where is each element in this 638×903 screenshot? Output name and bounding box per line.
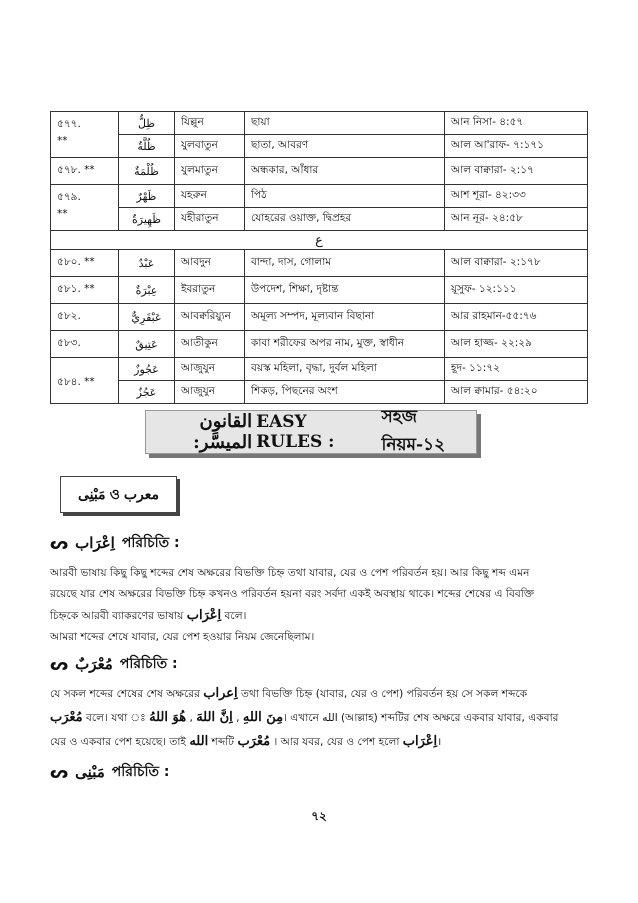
reference: য়ূসুফ- ১২:১১১: [445, 277, 588, 304]
table-separator-row: [51, 231, 588, 250]
text-run: । আর যবর, যের ও পেশ হলো: [270, 736, 403, 748]
bullet-icon: ᔕ: [50, 533, 69, 553]
pronunciation: আজুযুন: [175, 358, 245, 381]
banner-bengali-title: সহজ নিয়ম-১২: [381, 407, 446, 455]
entry-number: ৫৮২.: [51, 304, 119, 331]
pronunciation: যহরুন: [175, 185, 245, 208]
reference: আন নিসা- ৪:৫৭: [445, 112, 588, 135]
reference: আন নূর- ২৪:৫৮: [445, 208, 588, 231]
text-run: ,: [186, 712, 197, 724]
meaning: যোহরের ওয়াক্ত, দ্বিপ্রহর: [245, 208, 445, 231]
paragraph-irab: [50, 563, 590, 648]
arabic-word: عَبْقَرِيٌّ: [119, 304, 175, 331]
pronunciation: যহীরাতুন: [175, 208, 245, 231]
arabic-word: ظُلَّةٌ: [119, 135, 175, 158]
reference: আল বাক্বারা- ২:১৭: [445, 158, 588, 185]
reference: আর রাহমান-৫৫:৭৬: [445, 304, 588, 331]
pronunciation: যিল্লুন: [175, 112, 245, 135]
table-row: [51, 158, 588, 185]
section-arabic-term: مَبْنِى: [75, 763, 105, 781]
table-row: [51, 112, 588, 135]
arabic-word: عَتِيقٌ: [119, 331, 175, 358]
reference: হূদ- ১১:৭২: [445, 358, 588, 381]
meaning: অমূল্য সম্পদ, মূল্যবান বিছানা: [245, 304, 445, 331]
section-label: পরিচিতি :: [111, 764, 170, 780]
topic-conjunction: ও: [109, 486, 120, 503]
entry-number: ৫৭৯. **: [51, 185, 119, 231]
arabic-word: ظَهِيرَةٌ: [119, 208, 175, 231]
entry-number: ৫৮৪. **: [51, 358, 119, 404]
meaning: উপদেশ, শিক্ষা, দৃষ্টান্ত: [245, 277, 445, 304]
meaning: অন্ধকার, আঁধার: [245, 158, 445, 185]
entry-number: ৫৭৮. **: [51, 158, 119, 185]
pronunciation: যুলবাতুন: [175, 135, 245, 158]
table-row: [51, 304, 588, 331]
arabic-word: ظِلٌّ: [119, 112, 175, 135]
table-row: [51, 250, 588, 277]
section-heading-murab: [50, 652, 178, 676]
text-line: আরবী ভাষায় কিছু কিছু শব্দের শেষ অক্ষরের বিভক্তি চিহ্ন তথা যাবার, যের ও পেশ পরিবর্তন হয়। আর কিছু শব্দ এমন: [50, 567, 530, 579]
text-line: [50, 682, 590, 706]
arabic-example: اِنَّ اللهَ: [196, 710, 233, 725]
section-arabic-term: اِعْرَاب: [75, 534, 115, 552]
arabic-word: ظَهْرٌ: [119, 185, 175, 208]
table-row: [51, 331, 588, 358]
meaning: ছাতা, আবরণ: [245, 135, 445, 158]
text-run: ,: [232, 712, 243, 724]
meaning: ছায়া: [245, 112, 445, 135]
section-label: পরিচিতি :: [121, 535, 180, 551]
text-line: [50, 706, 590, 730]
text-run: ।: [437, 736, 442, 748]
text-line: আমরা শব্দের শেষে যাবার, যের পেশ হওয়ার নিয়ম জেনেছিলাম।: [50, 631, 315, 643]
entry-number: ৫৭৭. **: [51, 112, 119, 158]
bullet-icon: ᔕ: [50, 654, 69, 674]
entry-number: ৫৮৩.: [51, 331, 119, 358]
arabic-word: ظُلْمَةٌ: [119, 158, 175, 185]
reference: আল ক্বামার- ৫৪:২০: [445, 381, 588, 404]
text-run: যের ও একবার পেশ হয়েছে। তাই: [50, 736, 190, 748]
text-line: [50, 605, 590, 627]
meaning: বান্দা, দাস, গোলাম: [245, 250, 445, 277]
entry-number: ৫৮১. **: [51, 277, 119, 304]
pronunciation: আজুযুন: [175, 381, 245, 404]
banner-english-title: EASY RULES :: [256, 412, 335, 452]
text-line: রয়েছে যার শেষ অক্ষরের বিভক্তি চিহ্ন কখনও পরিবর্তন হয়না বরং সর্বদা একই অবস্থায় থাকে। শব্দের শেষের এ বিবক্তি: [50, 588, 535, 600]
text-run: বলে। যথা ঃ: [82, 712, 150, 724]
table-row: [51, 208, 588, 231]
arabic-word: عَجُوزٌ: [119, 358, 175, 381]
meaning: পিঠ: [245, 185, 445, 208]
topic-arabic-2: معرب: [123, 486, 160, 503]
entry-number: ৫৮০. **: [51, 250, 119, 277]
text-run: বলে।: [221, 610, 247, 622]
text-run: শব্দটি: [208, 736, 238, 748]
table-row: [51, 381, 588, 404]
arabic-word: عِبْرَةٌ: [119, 277, 175, 304]
reference: আল বাক্বারা- ২:১৭৮: [445, 250, 588, 277]
table-row: [51, 135, 588, 158]
arabic-word: عَجُزٌ: [119, 381, 175, 404]
text-run: চিহ্নকে আরবী ব্যাকরণের ভাষায়: [50, 610, 187, 622]
section-heading-mabni: [50, 760, 170, 784]
pronunciation: আতীকুন: [175, 331, 245, 358]
section-label: পরিচিতি :: [119, 656, 178, 672]
arabic-term: الله: [189, 734, 209, 749]
page-number: ৭২: [311, 809, 327, 823]
vocabulary-table: [50, 111, 588, 404]
table-row: [51, 185, 588, 208]
arabic-word: عَبْدٌ: [119, 250, 175, 277]
arabic-term: اِعْرَاب: [402, 734, 438, 749]
table-row: [51, 358, 588, 381]
text-run: তথা বিভক্তি চিহ্ন (যাবার, যের ও পেশ) পরিবর্তন হয় সে সকল শব্দকে: [237, 688, 528, 700]
topic-arabic-1: مَبْنِى: [77, 486, 106, 503]
pronunciation: আবক্বরিয়্যুন: [175, 304, 245, 331]
meaning: বয়স্ক মহিলা, বৃদ্ধা, দুর্বল মহিলা: [245, 358, 445, 381]
banner-arabic-title: القانون الميسَّر:: [193, 411, 253, 453]
arabic-example: هُوَ اللهُ: [149, 710, 187, 725]
section-arabic-term: مُعْرَبٌ: [75, 655, 113, 673]
section-heading-irab: [50, 531, 180, 555]
paragraph-murab: [50, 682, 590, 754]
meaning: শিকড়, পিছনের অংশ: [245, 381, 445, 404]
text-run: যে সকল শব্দের শেষের শেষ অক্ষরের: [50, 688, 204, 700]
pronunciation: ইবরাতুন: [175, 277, 245, 304]
text-line: [50, 730, 590, 754]
pronunciation: যুলমাতুন: [175, 158, 245, 185]
meaning: কাবা শরীফের অপর নাম, মুক্ত, স্বাধীন: [245, 331, 445, 358]
rule-banner: [145, 407, 477, 455]
pronunciation: আবদুন: [175, 250, 245, 277]
bullet-icon: ᔕ: [50, 762, 69, 782]
reference: আল আ'রাফ- ৭:১৭১: [445, 135, 588, 158]
arabic-term: اِعراب: [203, 686, 238, 701]
table-row: [51, 277, 588, 304]
arabic-term: اِعْرَاب: [186, 608, 222, 623]
reference: আশ শূরা- ৪২:৩৩: [445, 185, 588, 208]
reference: আল হাজ্জ- ২২:২৯: [445, 331, 588, 358]
arabic-term: مُعْرَب: [237, 734, 271, 749]
arabic-example: مِنَ اللهِ: [242, 710, 284, 725]
topic-box: [60, 476, 177, 513]
arabic-term: مُعْرَب: [50, 710, 83, 725]
letter-separator: ع: [51, 231, 588, 250]
text-run: । এখানে الله (আল্লাহ) শব্দটির শেষ অক্ষরে একবার যাবার, একবার: [283, 712, 559, 724]
